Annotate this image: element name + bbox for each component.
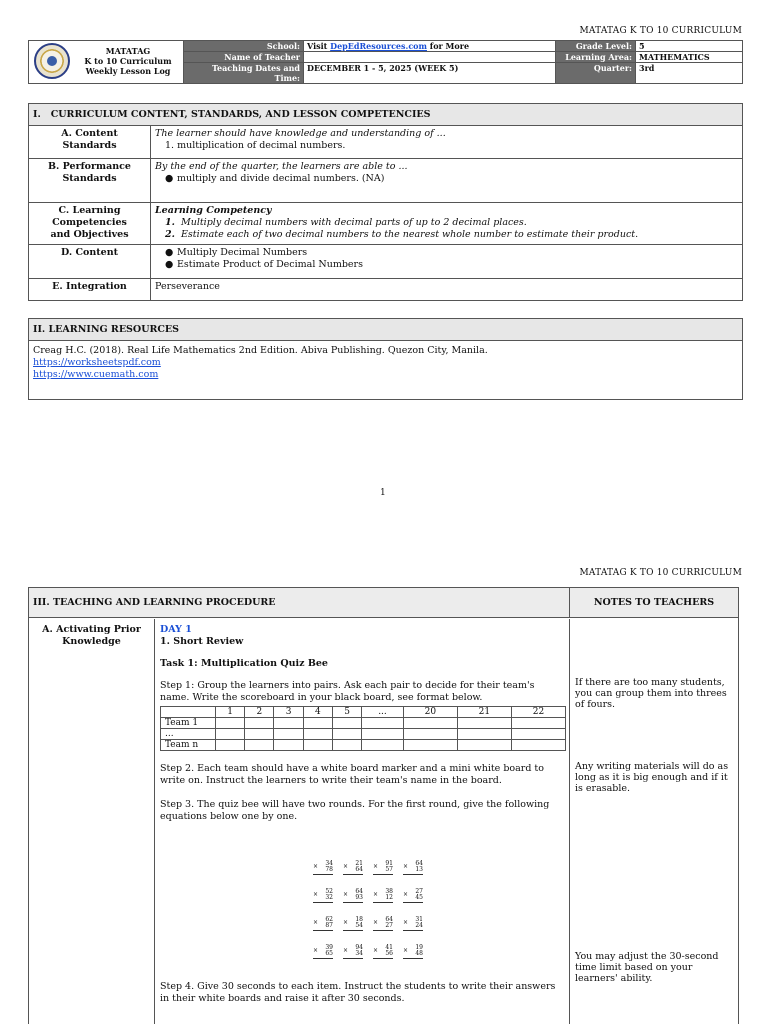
note-time-limit: You may adjust the 30-second time limit based on your learners' ability.: [575, 951, 719, 984]
competencies-label: C. Learning Competencies and Objectives: [29, 203, 151, 245]
content-standards-value: The learner should have knowledge and understanding of ... 1. multiplication of decimal numbers.: [151, 126, 743, 159]
scoreboard-row: [161, 718, 566, 729]
scoreboard-cell: Team 1: [161, 718, 216, 729]
step-4-text: Step 4. Give 30 seconds to each item. Instruct the students to write their answers in their white boards and raise it after 30 seconds.: [160, 981, 556, 1004]
worksheetspdf-link[interactable]: https://worksheetspdf.com: [33, 357, 161, 368]
scoreboard-cell: [511, 740, 565, 751]
scoreboard-header-cell: [161, 707, 216, 718]
section-i-title: I. CURRICULUM CONTENT, STANDARDS, AND LESSON COMPETENCIES: [29, 104, 743, 126]
scoreboard-cell: [332, 729, 361, 740]
scoreboard-cell: [245, 729, 274, 740]
multiplication-equation: × 91 57: [373, 860, 393, 873]
teaching-procedure-section: [28, 587, 739, 1024]
multiplication-equation: × 41 56: [373, 944, 393, 957]
content-value: ● Multiply Decimal Numbers ● Estimate Product of Decimal Numbers: [151, 245, 743, 279]
equation-row: [313, 889, 423, 903]
curriculum-label-page2: MATATAG K TO 10 CURRICULUM: [579, 568, 742, 578]
scoreboard-header-cell: 5: [332, 707, 361, 718]
scoreboard-row: [161, 729, 566, 740]
scoreboard-header-cell: 20: [403, 707, 457, 718]
integration-value: Perseverance: [151, 279, 743, 301]
scoreboard-cell: [274, 740, 303, 751]
multiplication-equation: × 64 13: [403, 860, 423, 873]
scoreboard-cell: [457, 729, 511, 740]
multiplication-equation: × 64 27: [373, 916, 393, 929]
notes-column: [571, 619, 738, 1024]
activating-prior-knowledge-label: A. Activating Prior Knowledge: [29, 619, 155, 1024]
logo-cell: [29, 41, 184, 84]
scoreboard-cell: Team n: [161, 740, 216, 751]
logo-text: MATATAG K to 10 Curriculum Weekly Lesson Log: [84, 46, 172, 76]
step-3-text: Step 3. The quiz bee will have two rounds. For the first round, give the following equations below one by one.: [160, 799, 550, 822]
scoreboard-cell: [332, 740, 361, 751]
note-writing-materials: Any writing materials will do as long as it is big enough and if it is erasable.: [575, 761, 729, 794]
integration-label: E. Integration: [29, 279, 151, 301]
school-label: School:: [184, 41, 304, 52]
scoreboard-cell: [332, 718, 361, 729]
scoreboard-header-cell: 21: [457, 707, 511, 718]
multiplication-equation: × 27 45: [403, 888, 423, 901]
multiplication-equation: × 94 34: [343, 944, 363, 957]
equation-row: [313, 945, 423, 959]
depedresources-link[interactable]: DepEdResources.com: [330, 41, 427, 51]
scoreboard-cell: ...: [161, 729, 216, 740]
scoreboard-cell: [216, 740, 245, 751]
cuemath-link[interactable]: https://www.cuemath.com: [33, 369, 159, 380]
equation-grid: [313, 861, 423, 973]
scoreboard-table: [160, 706, 566, 751]
scoreboard-cell: [274, 718, 303, 729]
learning-area-value: MATHEMATICS: [636, 52, 743, 63]
short-review-heading: 1. Short Review: [160, 636, 244, 647]
section-iii-title: III. TEACHING AND LEARNING PROCEDURE: [29, 588, 570, 617]
multiplication-equation: × 34 78: [313, 860, 333, 873]
scoreboard-cell: [274, 729, 303, 740]
scoreboard-header-cell: 3: [274, 707, 303, 718]
scoreboard-cell: [216, 729, 245, 740]
scoreboard-cell: [403, 729, 457, 740]
grade-level-value: 5: [636, 41, 743, 52]
task-heading: Task 1: Multiplication Quiz Bee: [160, 658, 328, 669]
scoreboard-header-cell: ...: [362, 707, 404, 718]
quarter-value: 3rd: [636, 63, 743, 84]
scoreboard-cell: [362, 729, 404, 740]
step-1-text: Step 1: Group the learners into pairs. Ask each pair to decide for their team's name. Write the scoreboard in your black board, see format below.: [160, 680, 535, 703]
dates-value: DECEMBER 1 - 5, 2025 (WEEK 5): [304, 63, 556, 84]
curriculum-section: [28, 103, 743, 301]
multiplication-equation: × 39 65: [313, 944, 333, 957]
scoreboard-cell: [457, 718, 511, 729]
lesson-log-header: [28, 40, 743, 84]
scoreboard-cell: [362, 718, 404, 729]
scoreboard-cell: [457, 740, 511, 751]
scoreboard-cell: [303, 729, 332, 740]
competencies-value: Learning Competency 1. Multiply decimal numbers with decimal parts of up to 2 decimal places. 2. Estimate each of two decimal numbers to the nearest whole number to estimate their product.: [151, 203, 743, 245]
notes-to-teachers-title: NOTES TO TEACHERS: [593, 597, 715, 608]
performance-standards-value: By the end of the quarter, the learners are able to ... ● multiply and divide decimal numbers. (NA): [151, 159, 743, 203]
content-standards-label: A. Content Standards: [29, 126, 151, 159]
school-value: Visit DepEdResources.com for More: [304, 41, 556, 52]
step-2-text: Step 2. Each team should have a white board marker and a mini white board to write on. Instruct the learners to write their team's name in the board.: [160, 763, 544, 786]
learning-resources-section: [28, 318, 743, 400]
dates-label: Teaching Dates and Time:: [184, 63, 304, 84]
scoreboard-header-cell: 1: [216, 707, 245, 718]
learning-area-label: Learning Area:: [556, 52, 636, 63]
note-grouping: If there are too many students, you can group them into threes of fours.: [575, 677, 727, 710]
scoreboard-cell: [511, 718, 565, 729]
grade-level-label: Grade Level:: [556, 41, 636, 52]
scoreboard-header-cell: 22: [511, 707, 565, 718]
equation-row: [313, 861, 423, 875]
multiplication-equation: × 18 54: [343, 916, 363, 929]
content-label: D. Content: [29, 245, 151, 279]
deped-seal-icon: [34, 43, 70, 79]
scoreboard-header-cell: 4: [303, 707, 332, 718]
scoreboard-cell: [245, 718, 274, 729]
section-ii-title: II. LEARNING RESOURCES: [29, 319, 742, 341]
teacher-value: [304, 52, 556, 63]
multiplication-equation: × 62 87: [313, 916, 333, 929]
scoreboard-cell: [303, 718, 332, 729]
procedure-content: [156, 619, 570, 1024]
multiplication-equation: × 19 48: [403, 944, 423, 957]
multiplication-equation: × 52 32: [313, 888, 333, 901]
teacher-label: Name of Teacher: [184, 52, 304, 63]
scoreboard-cell: [403, 740, 457, 751]
scoreboard-header-cell: 2: [245, 707, 274, 718]
day-label: DAY 1: [160, 624, 192, 635]
scoreboard-cell: [303, 740, 332, 751]
scoreboard-cell: [216, 718, 245, 729]
scoreboard-row: [161, 740, 566, 751]
performance-standards-label: B. Performance Standards: [29, 159, 151, 203]
curriculum-label: MATATAG K TO 10 CURRICULUM: [579, 26, 742, 36]
scoreboard-cell: [245, 740, 274, 751]
multiplication-equation: × 38 12: [373, 888, 393, 901]
reference-text: Creag H.C. (2018). Real Life Mathematics 2nd Edition. Abiva Publishing. Quezon City, Manila.: [33, 345, 488, 356]
scoreboard-cell: [511, 729, 565, 740]
quarter-label: Quarter:: [556, 63, 636, 84]
scoreboard-cell: [403, 718, 457, 729]
multiplication-equation: × 64 93: [343, 888, 363, 901]
multiplication-equation: × 21 64: [343, 860, 363, 873]
scoreboard-cell: [362, 740, 404, 751]
equation-row: [313, 917, 423, 931]
page-number: 1: [380, 488, 386, 498]
multiplication-equation: × 31 24: [403, 916, 423, 929]
